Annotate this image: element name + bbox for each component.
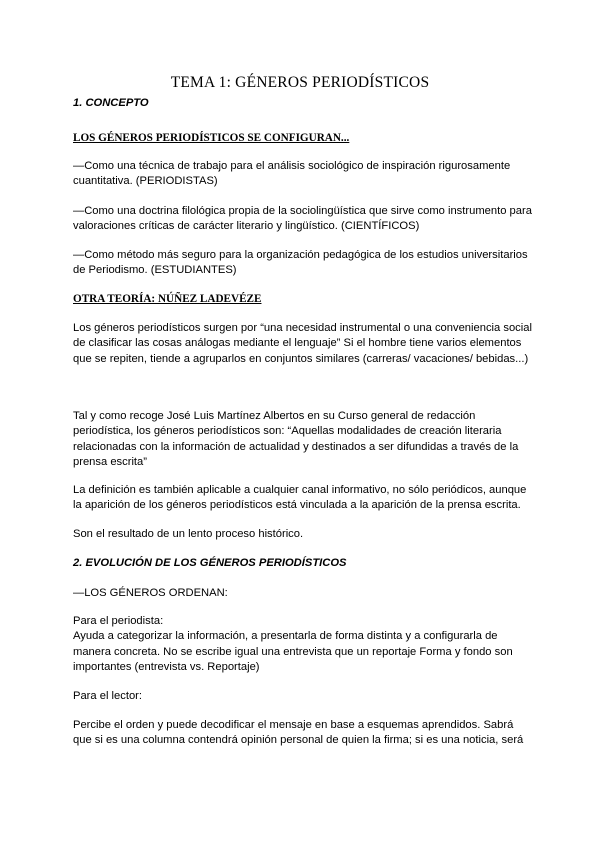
paragraph-line: que si es una columna contendrá opinión personal de quien la firma; si es una noticia, será [73, 734, 524, 747]
paragraph-line: valoraciones críticas de carácter literario y lingüístico. (CIENTÍFICOS) [73, 220, 420, 233]
paragraph-line: relacionadas con la información de actualidad y destinados a ser difundidas a través de la [73, 440, 519, 453]
paragraph-line: importantes (entrevista vs. Reportaje) [73, 661, 260, 674]
paragraph-line: periodística, los géneros periodísticos son: “Aquellas modalidades de creación literaria [73, 425, 502, 438]
paragraph-line: —Como una doctrina filológica propia de la sociolingüística que sirve como instrumento para [73, 205, 532, 217]
journalist-paragraph [73, 614, 533, 676]
paragraph-line: la aparición de los géneros periodísticos está vinculada a la aparición de la prensa escrita. [73, 499, 521, 512]
list-item-periodistas [73, 159, 533, 190]
reader-label: Para el lector: [73, 690, 143, 702]
definition-paragraph [73, 483, 533, 514]
list-item-cientificos [73, 204, 533, 235]
paragraph-line: de clasificar las cosas análogas mediante el lenguaje” Si el hombre tiene varios elementos [73, 337, 522, 350]
paragraph-line: manera concreta. No se escribe igual una entrevista que un reportaje Forma y fondo son [73, 645, 513, 658]
paragraph-line: Tal y como recoge José Luis Martínez Albertos en su Curso general de redacción [73, 410, 476, 422]
historic-paragraph: Son el resultado de un lento proceso histórico. [73, 528, 304, 540]
paragraph-line: de Periodismo. (ESTUDIANTES) [73, 264, 237, 277]
paragraph-label: Para el periodista: [73, 615, 164, 627]
paragraph-line: Percibe el orden y puede decodificar el mensaje en base a esquemas aprendidos. Sabrá [73, 719, 514, 731]
paragraph-line: Ayuda a categorizar la información, a presentarla de forma distinta y a configurarla de [73, 630, 498, 643]
document-title: TEMA 1: GÉNEROS PERIODÍSTICOS [170, 74, 430, 91]
quote-paragraph [73, 409, 533, 471]
list-item-estudiantes [73, 248, 533, 279]
paragraph-line: Los géneros periodísticos surgen por “una necesidad instrumental o una conveniencia social [73, 322, 532, 334]
paragraph-line: prensa escrita” [73, 456, 147, 469]
theory-paragraph [73, 321, 533, 367]
paragraph-line: —Como método más seguro para la organización pedagógica de los estudios universitarios [73, 249, 528, 261]
section-1-heading: 1. CONCEPTO [73, 97, 149, 109]
theory-subheading: OTRA TEORÍA: NÚÑEZ LADEVÉZE [73, 293, 262, 305]
configuran-subheading: LOS GÉNEROS PERIODÍSTICOS SE CONFIGURAN... [73, 132, 350, 144]
paragraph-line: que se repiten, tiende a agruparlos en conjuntos similares (carreras/ vacaciones/ bebidas...) [73, 352, 529, 365]
paragraph-line: cuantitativa. (PERIODISTAS) [73, 175, 218, 188]
section-2-heading: 2. EVOLUCIÓN DE LOS GÉNEROS PERIODÍSTICOS [73, 557, 347, 569]
order-line: —LOS GÉNEROS ORDENAN: [73, 587, 228, 599]
paragraph-line: La definición es también aplicable a cualquier canal informativo, no sólo periódicos, aunque [73, 484, 527, 496]
reader-paragraph [73, 718, 533, 749]
paragraph-line: —Como una técnica de trabajo para el análisis sociológico de inspiración rigurosamente [73, 160, 511, 172]
